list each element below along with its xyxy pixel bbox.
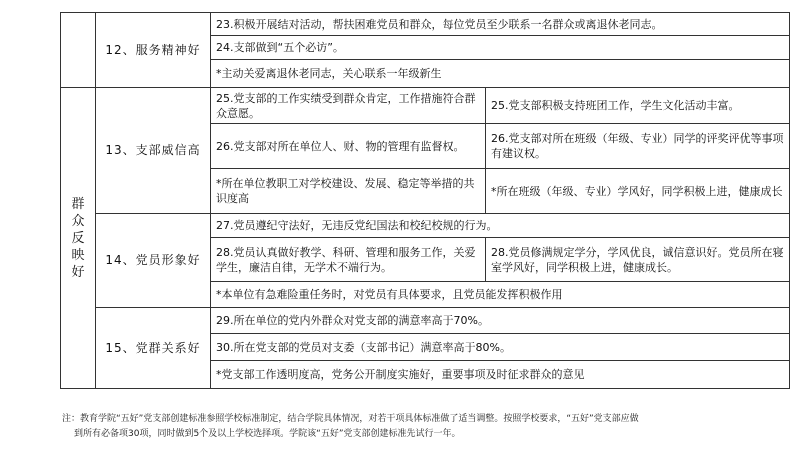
- criterion-23: 23.积极开展结对活动，帮扶困难党员和群众，每位党员至少联系一名群众或离退休老同志。: [211, 13, 790, 36]
- criterion-28-student: 28.党员修满规定学分，学风优良，诚信意识好。党员所在寝室学风好，同学积极上进，健康成长。: [486, 238, 790, 282]
- table-row: [61, 13, 790, 36]
- optional-13-student: *所在班级（年级、专业）学风好，同学积极上进，健康成长: [486, 169, 790, 214]
- criterion-25-staff: 25.党支部的工作实绩受到群众肯定，工作措施符合群众意愿。: [211, 88, 486, 124]
- optional-12: *主动关爱离退休老同志，关心联系一年级新生: [211, 60, 790, 88]
- optional-14: *本单位有急难险重任务时，对党员有具体要求，且党员能发挥积极作用: [211, 282, 790, 308]
- category-char: 群: [71, 196, 85, 212]
- optional-15: *党支部工作透明度高，党务公开制度实施好，重要事项及时征求群众的意见: [211, 361, 790, 389]
- criterion-28-staff: 28.党员认真做好教学、科研、管理和服务工作，关爱学生，廉洁自律，无学术不端行为。: [211, 238, 486, 282]
- category-char: 好: [71, 264, 85, 280]
- table-row: [61, 308, 790, 334]
- criterion-25-student: 25.党支部积极支持班团工作，学生文化活动丰富。: [486, 88, 790, 124]
- table-row: [61, 214, 790, 238]
- criterion-27: 27.党员遵纪守法好，无违反党纪国法和校纪校规的行为。: [211, 214, 790, 238]
- criterion-26-staff: 26.党支部对所在单位人、财、物的管理有监督权。: [211, 124, 486, 169]
- item-15-title: 15、党群关系好: [96, 308, 211, 389]
- table-row: [61, 88, 790, 124]
- item-13-title: 13、支部威信高: [96, 88, 211, 214]
- item-14-title: 14、党员形象好: [96, 214, 211, 308]
- category-char: 众: [71, 213, 85, 229]
- footnote-line-2: 到所有必备项30项，同时做到5个及以上学校选择项。学院该“五好”党支部创建标准先试行一年。: [74, 429, 461, 439]
- category-char: 映: [71, 247, 85, 263]
- standards-table: [60, 12, 790, 389]
- category-mass-feedback: [61, 88, 96, 389]
- optional-13-staff: *所在单位教职工对学校建设、发展、稳定等举措的共识度高: [211, 169, 486, 214]
- footnote: [62, 412, 788, 442]
- category-char: 反: [71, 230, 85, 246]
- footnote-line-1: 注：教育学院“五好”党支部创建标准参照学校标准制定，结合学院具体情况，对若干项具体标准做了适当调整。按照学校要求，“五好”党支部应做: [62, 414, 639, 424]
- category-cell-previous: [61, 13, 96, 88]
- criterion-26-student: 26.党支部对所在班级（年级、专业）同学的评奖评优等事项有建议权。: [486, 124, 790, 169]
- criterion-24: 24.支部做到“五个必访”。: [211, 36, 790, 60]
- item-12-title: 12、服务精神好: [96, 13, 211, 88]
- criterion-29: 29.所在单位的党内外群众对党支部的满意率高于70%。: [211, 308, 790, 334]
- criterion-30: 30.所在党支部的党员对支委（支部书记）满意率高于80%。: [211, 334, 790, 361]
